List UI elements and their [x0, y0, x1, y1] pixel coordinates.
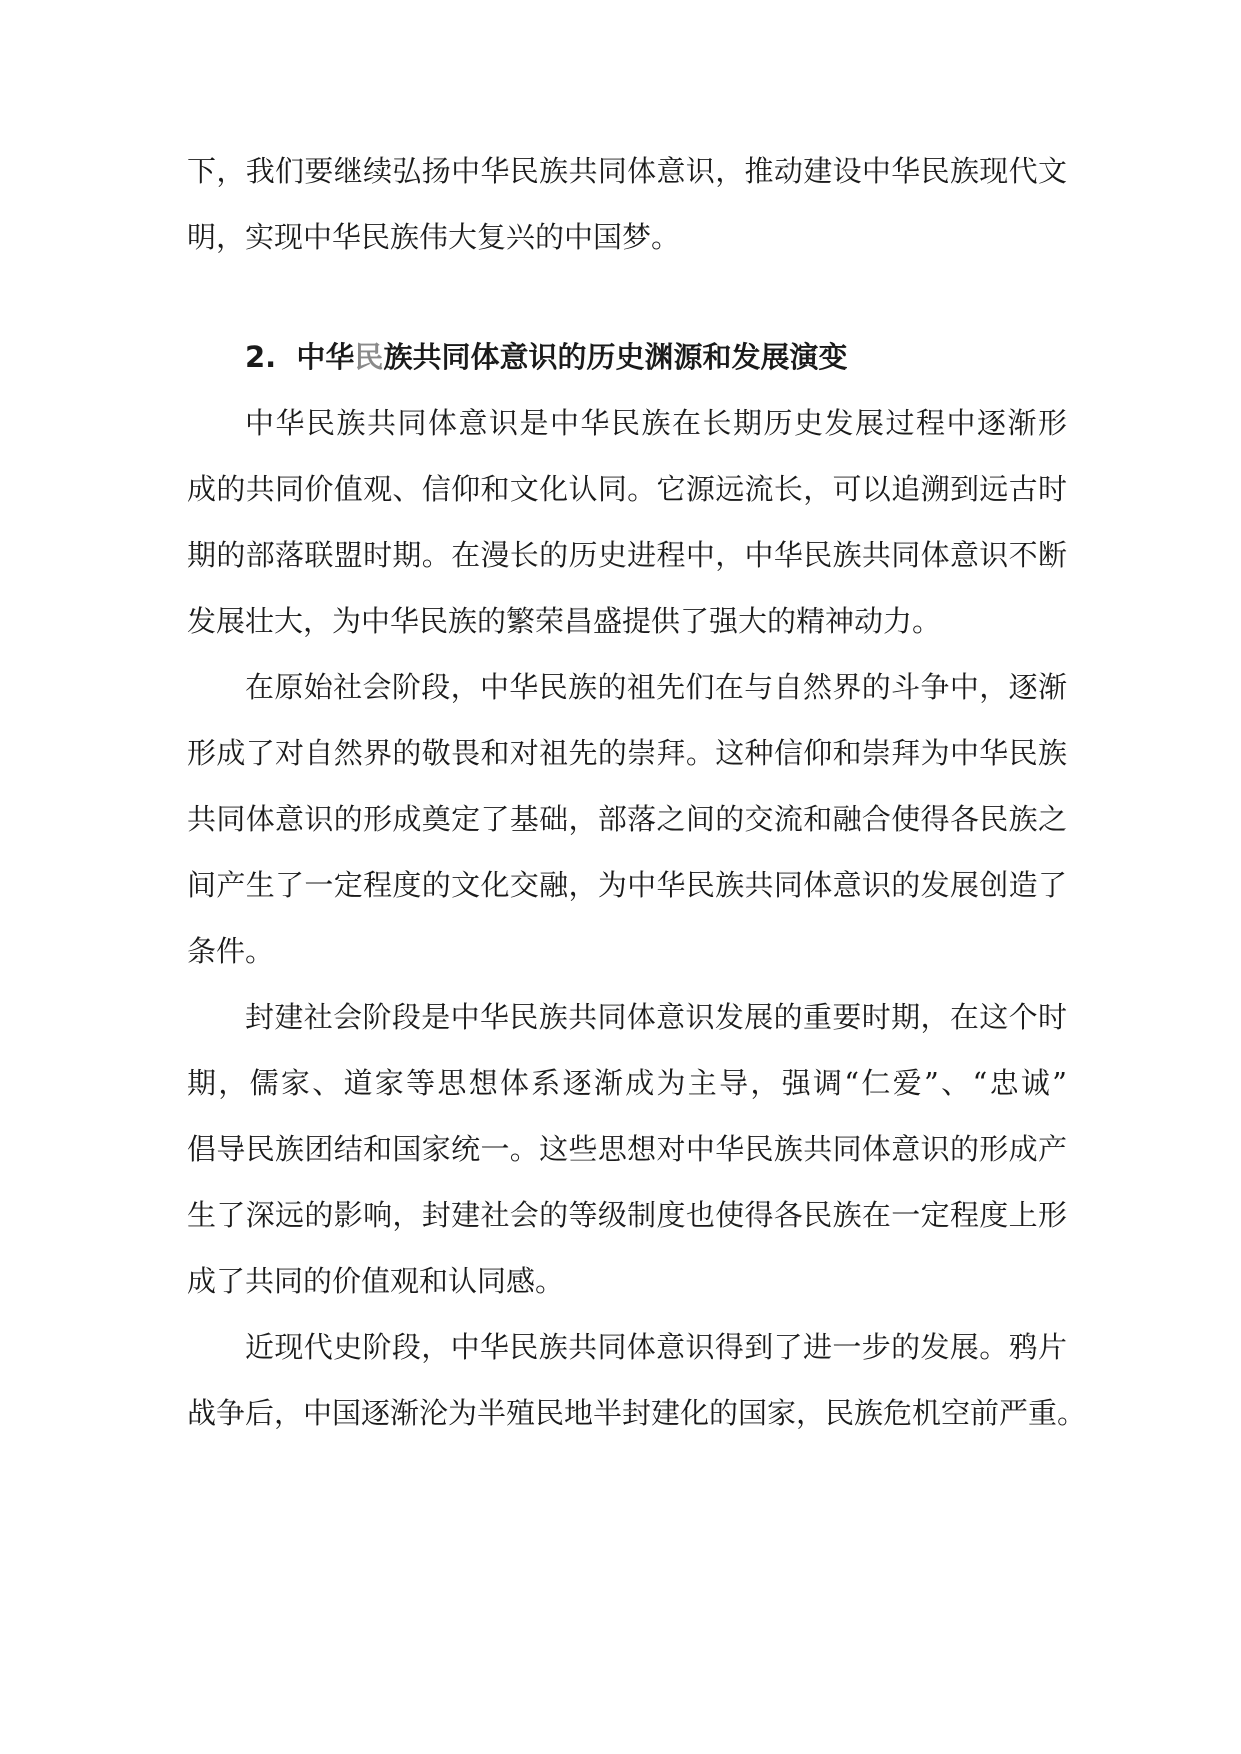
- paragraph: [187, 654, 1067, 984]
- paragraph: [187, 1314, 1087, 1446]
- paragraph-line: 中华民族共同体意识是中华民族在长期历史发展过程中逐渐形: [245, 406, 1067, 440]
- paragraph-line: 封建社会阶段是中华民族共同体意识发展的重要时期，在这个时: [245, 1000, 1067, 1034]
- paragraph-line: 成的共同价值观、信仰和文化认同。它源远流长，可以追溯到远古时: [187, 472, 1067, 506]
- paragraph: [187, 984, 1067, 1314]
- paragraph: [187, 390, 1067, 654]
- section-title-part: 中华: [296, 340, 355, 374]
- continuation-line: 明，实现中华民族伟大复兴的中国梦。: [187, 220, 681, 254]
- paragraph-line: 在原始社会阶段，中华民族的祖先们在与自然界的斗争中，逐渐: [245, 670, 1067, 704]
- paragraph-line: 期，儒家、道家等思想体系逐渐成为主导，强调“仁爱”、“忠诚”: [187, 1066, 1067, 1100]
- section-title-part: 族共同体意识的历史渊源和发展演变: [383, 340, 848, 374]
- continuation-line: 下，我们要继续弘扬中华民族共同体意识，推动建设中华民族现代文: [187, 154, 1067, 188]
- paragraph-line: 发展壮大，为中华民族的繁荣昌盛提供了强大的精神动力。: [187, 604, 942, 638]
- paragraph-line: 间产生了一定程度的文化交融，为中华民族共同体意识的发展创造了: [187, 868, 1067, 902]
- paragraph-line: 战争后，中国逐渐沦为半殖民地半封建化的国家，民族危机空前严重。: [187, 1396, 1087, 1430]
- document-page: [187, 138, 1087, 1446]
- paragraph-line: 条件。: [187, 934, 275, 968]
- paragraph-line: 倡导民族团结和国家统一。这些思想对中华民族共同体意识的形成产: [187, 1132, 1067, 1166]
- paragraph-line: 形成了对自然界的敬畏和对祖先的崇拜。这种信仰和崇拜为中华民族: [187, 736, 1067, 770]
- section-title-highlight: 民: [354, 340, 384, 374]
- paragraph-line: 近现代史阶段，中华民族共同体意识得到了进一步的发展。鸦片: [245, 1330, 1067, 1364]
- paragraph-line: 生了深远的影响，封建社会的等级制度也使得各民族在一定程度上形: [187, 1198, 1067, 1232]
- paragraph-line: 共同体意识的形成奠定了基础，部落之间的交流和融合使得各民族之: [187, 802, 1067, 836]
- paragraph-line: 期的部落联盟时期。在漫长的历史进程中，中华民族共同体意识不断: [187, 538, 1067, 572]
- section-heading: [187, 324, 1067, 390]
- section-number: 2.: [245, 340, 277, 374]
- paragraph-line: 成了共同的价值观和认同感。: [187, 1264, 565, 1298]
